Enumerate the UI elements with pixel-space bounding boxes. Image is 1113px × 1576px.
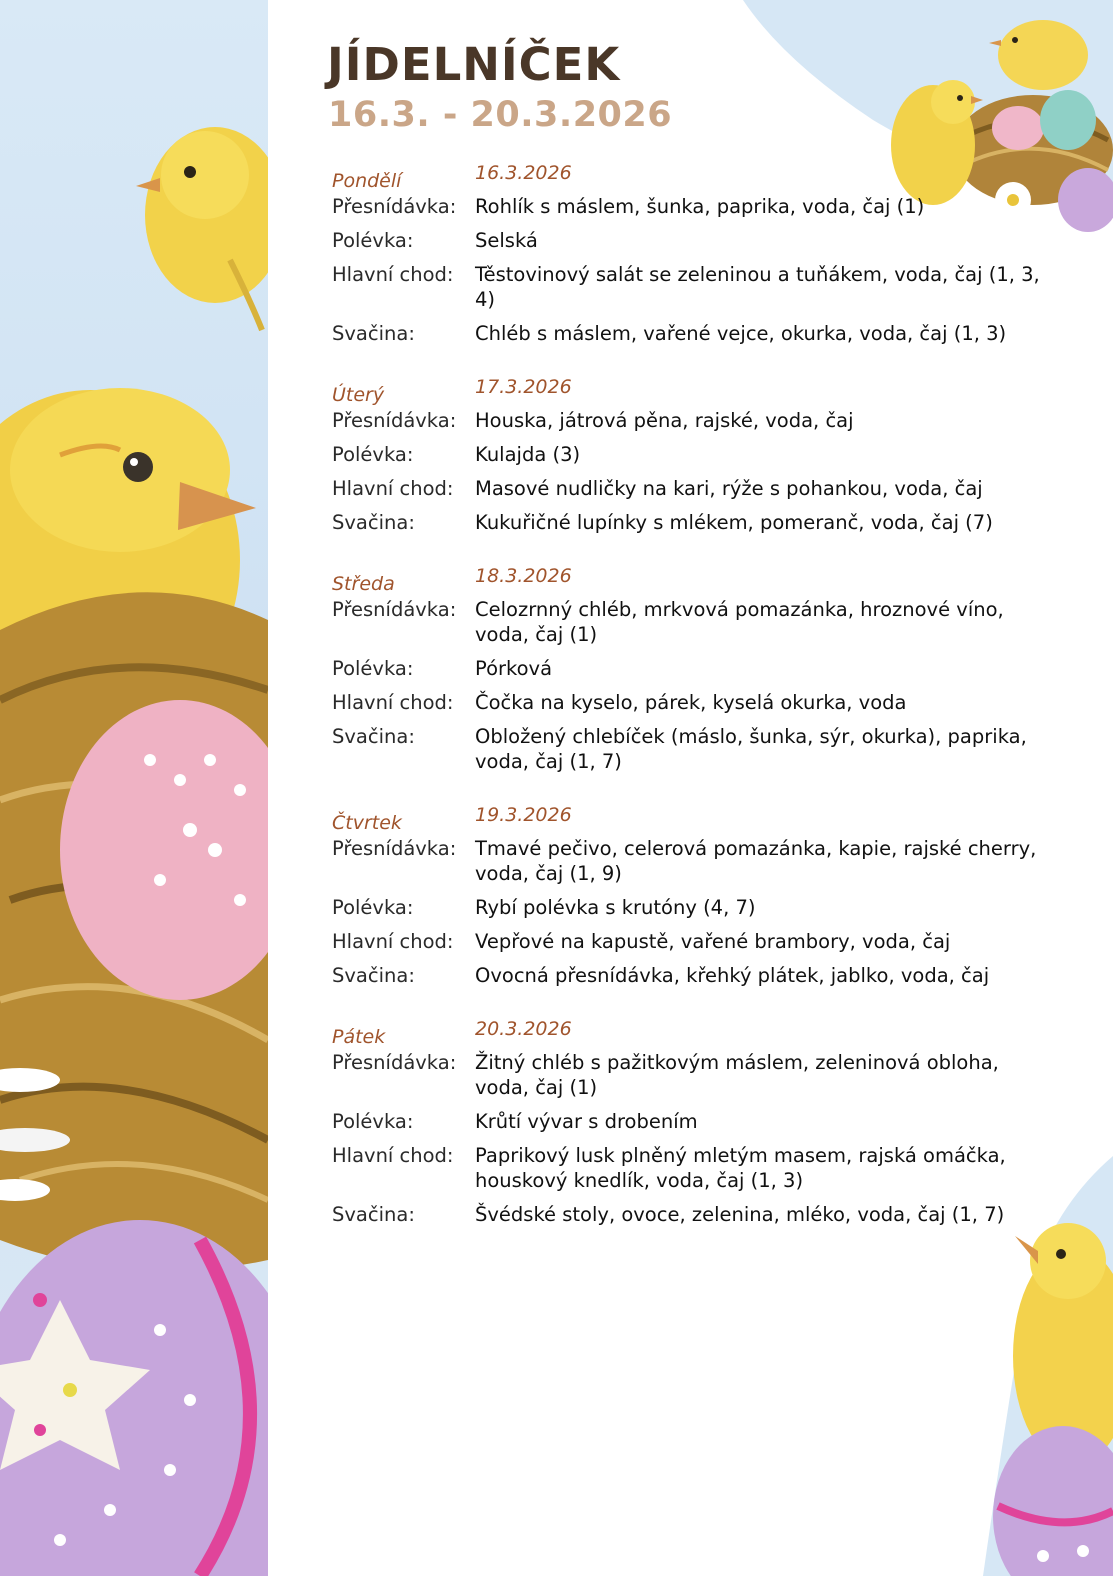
meal-label: Polévka: <box>332 229 414 252</box>
meal-row <box>332 836 1052 886</box>
meal-row <box>332 929 1052 954</box>
meal-text: Švédské stoly, ovoce, zelenina, mléko, voda, čaj (1, 7) <box>475 1203 1005 1226</box>
day-name: Pondělí <box>332 170 402 192</box>
meal-label: Hlavní chod: <box>332 1144 454 1167</box>
meal-row <box>332 228 1052 253</box>
meal-row <box>332 408 1052 433</box>
meal-text: Selská <box>475 229 538 252</box>
meal-text: Čočka na kyselo, párek, kyselá okurka, voda <box>475 691 907 714</box>
meal-text: Kukuřičné lupínky s mlékem, pomeranč, voda, čaj (7) <box>475 511 993 534</box>
meal-label: Polévka: <box>332 1110 414 1133</box>
meal-label: Svačina: <box>332 725 415 748</box>
day-name: Čtvrtek <box>332 812 402 834</box>
day-header <box>332 160 1052 194</box>
meal-text: Pórková <box>475 657 553 680</box>
meal-label: Přesnídávka: <box>332 598 457 621</box>
meal-text: Rohlík s máslem, šunka, paprika, voda, čaj (1) <box>475 195 925 218</box>
meal-label: Polévka: <box>332 657 414 680</box>
meal-text: Celozrnný chléb, mrkvová pomazánka, hroznové víno, voda, čaj (1) <box>475 598 1004 646</box>
meal-text: Rybí polévka s krutóny (4, 7) <box>475 896 756 919</box>
meal-label: Přesnídávka: <box>332 409 457 432</box>
day-name: Středa <box>332 573 395 595</box>
chick-illustration <box>136 127 268 330</box>
day-block-friday <box>332 1016 1052 1227</box>
meal-label: Přesnídávka: <box>332 195 457 218</box>
meal-label: Přesnídávka: <box>332 1051 457 1074</box>
easter-scene-art <box>0 0 268 1576</box>
meal-row <box>332 442 1052 467</box>
date-range-subtitle: 16.3. - 20.3.2026 <box>328 95 673 135</box>
meal-row <box>332 895 1052 920</box>
meal-row <box>332 321 1052 346</box>
day-header <box>332 1016 1052 1050</box>
day-date: 18.3.2026 <box>475 565 572 587</box>
meal-text: Těstovinový salát se zeleninou a tuňákem, voda, čaj (1, 3, 4) <box>475 263 1040 311</box>
meal-row <box>332 1109 1052 1134</box>
meal-row <box>332 724 1052 774</box>
day-date: 19.3.2026 <box>475 804 572 826</box>
meal-row <box>332 597 1052 647</box>
meal-text: Ovocná přesnídávka, křehký plátek, jablko, voda, čaj <box>475 964 990 987</box>
day-header <box>332 374 1052 408</box>
meal-label: Hlavní chod: <box>332 930 454 953</box>
meal-text: Chléb s máslem, vařené vejce, okurka, voda, čaj (1, 3) <box>475 322 1007 345</box>
meal-label: Hlavní chod: <box>332 263 454 286</box>
meal-label: Polévka: <box>332 896 414 919</box>
meal-text: Paprikový lusk plněný mletým masem, rajská omáčka, houskový knedlík, voda, čaj (1, 3) <box>475 1144 1006 1192</box>
meal-row <box>332 1202 1052 1227</box>
day-block-tuesday <box>332 374 1052 535</box>
meal-row <box>332 510 1052 535</box>
meal-row <box>332 690 1052 715</box>
meal-text: Kulajda (3) <box>475 443 581 466</box>
meal-text: Žitný chléb s pažitkovým máslem, zeleninová obloha, voda, čaj (1) <box>475 1051 999 1099</box>
meal-label: Přesnídávka: <box>332 837 457 860</box>
meal-row <box>332 656 1052 681</box>
meal-label: Svačina: <box>332 964 415 987</box>
meal-text: Obložený chlebíček (máslo, šunka, sýr, okurka), paprika, voda, čaj (1, 7) <box>475 725 1027 773</box>
day-block-monday <box>332 160 1052 346</box>
meal-label: Svačina: <box>332 1203 415 1226</box>
easter-egg-illustration <box>0 1220 268 1576</box>
day-date: 16.3.2026 <box>475 162 572 184</box>
meal-row <box>332 1143 1052 1193</box>
meal-label: Hlavní chod: <box>332 477 454 500</box>
day-header <box>332 563 1052 597</box>
weekly-menu <box>332 160 1052 1255</box>
meal-label: Polévka: <box>332 443 414 466</box>
meal-label: Svačina: <box>332 322 415 345</box>
meal-text: Masové nudličky na kari, rýže s pohankou, voda, čaj <box>475 477 983 500</box>
left-easter-illustration <box>0 0 268 1576</box>
day-date: 17.3.2026 <box>475 376 572 398</box>
meal-row <box>332 476 1052 501</box>
meal-row <box>332 194 1052 219</box>
meal-label: Svačina: <box>332 511 415 534</box>
meal-label: Hlavní chod: <box>332 691 454 714</box>
meal-text: Houska, játrová pěna, rajské, voda, čaj <box>475 409 854 432</box>
meal-text: Krůtí vývar s drobením <box>475 1110 698 1133</box>
meal-row <box>332 963 1052 988</box>
meal-text: Tmavé pečivo, celerová pomazánka, kapie, rajské cherry, voda, čaj (1, 9) <box>475 837 1037 885</box>
day-date: 20.3.2026 <box>475 1018 572 1040</box>
meal-row <box>332 262 1052 312</box>
day-block-thursday <box>332 802 1052 988</box>
meal-row <box>332 1050 1052 1100</box>
day-name: Pátek <box>332 1026 386 1048</box>
day-block-wednesday <box>332 563 1052 774</box>
day-name: Úterý <box>332 384 385 406</box>
meal-text: Vepřové na kapustě, vařené brambory, voda, čaj <box>475 930 951 953</box>
day-header <box>332 802 1052 836</box>
page-title: JÍDELNÍČEK <box>327 38 621 91</box>
